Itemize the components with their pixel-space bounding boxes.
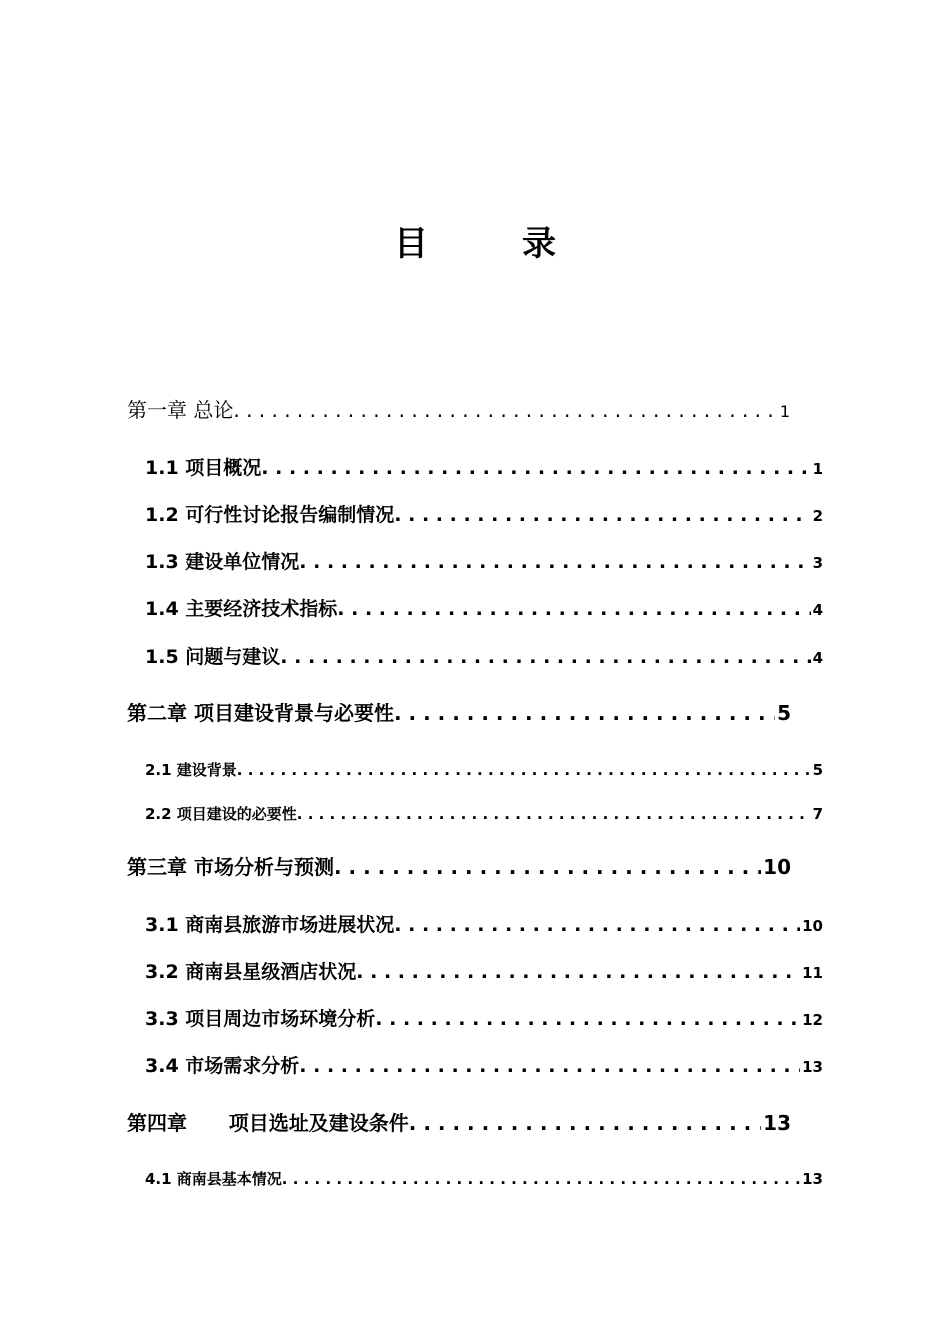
toc-entry-page: 1 [779, 402, 790, 421]
toc-entry-label: 第二章 项目建设背景与必要性 [127, 701, 394, 725]
toc-entry-section-3-2[interactable] [145, 958, 823, 987]
toc-leader-dots [297, 800, 811, 828]
toc-entry-label: 2.2 项目建设的必要性 [145, 805, 297, 823]
toc-leader-dots [334, 853, 761, 881]
toc-entry-page: 7 [812, 805, 823, 823]
toc-entry-section-1-1[interactable] [145, 454, 823, 483]
toc-leader-dots [299, 1052, 800, 1080]
toc-entry-label: 1.5 问题与建议 [145, 646, 281, 668]
toc-entry-page: 10 [802, 917, 823, 935]
toc-entry-page: 12 [802, 1011, 823, 1029]
toc-entry-page: 4 [812, 649, 823, 667]
toc-leader-dots [299, 548, 810, 576]
toc-leader-dots [337, 595, 810, 623]
toc-leader-dots [233, 396, 777, 424]
toc-entry-chapter-2[interactable] [127, 699, 791, 727]
toc-entry-section-2-2[interactable] [145, 800, 823, 828]
toc-entry-section-1-5[interactable] [145, 643, 823, 672]
toc-leader-dots [356, 958, 800, 986]
toc-entry-label: 第三章 市场分析与预测 [127, 855, 334, 879]
toc-leader-dots [394, 699, 775, 727]
toc-entry-page: 13 [802, 1058, 823, 1076]
toc-entry-chapter-4[interactable] [127, 1109, 791, 1137]
toc-entry-page: 5 [777, 701, 791, 725]
toc-leader-dots [409, 1109, 761, 1137]
toc-entry-page: 5 [812, 761, 823, 779]
toc-entry-section-3-1[interactable] [145, 911, 823, 940]
toc-entry-page: 13 [802, 1170, 823, 1188]
toc-entry-section-2-1[interactable] [145, 756, 823, 784]
toc-entry-page: 3 [812, 554, 823, 572]
toc-leader-dots [394, 501, 810, 529]
toc-entry-label: 1.3 建设单位情况 [145, 551, 300, 573]
toc-entry-chapter-1[interactable] [127, 396, 790, 426]
toc-entry-section-3-3[interactable] [145, 1005, 823, 1034]
toc-leader-dots [261, 454, 810, 482]
toc-entry-section-1-4[interactable] [145, 595, 823, 624]
toc-entry-label: 1.1 项目概况 [145, 457, 262, 479]
toc-entry-section-4-1[interactable] [145, 1165, 823, 1193]
toc-entry-label: 1.4 主要经济技术指标 [145, 598, 338, 620]
toc-entry-page: 4 [812, 601, 823, 619]
toc-entry-label: 第四章 项目选址及建设条件 [127, 1111, 409, 1135]
toc-leader-dots [375, 1005, 800, 1033]
toc-entry-label: 2.1 建设背景 [145, 761, 237, 779]
toc-entry-section-1-2[interactable] [145, 501, 823, 530]
toc-entry-section-1-3[interactable] [145, 548, 823, 577]
toc-entry-page: 11 [802, 964, 823, 982]
toc-leader-dots [237, 756, 811, 784]
toc-entry-label: 3.2 商南县星级酒店状况 [145, 961, 357, 983]
toc-entry-page: 1 [812, 460, 823, 478]
toc-leader-dots [282, 1165, 800, 1193]
toc-leader-dots [280, 643, 810, 671]
toc-entry-label: 4.1 商南县基本情况 [145, 1170, 282, 1188]
toc-entry-label: 3.4 市场需求分析 [145, 1055, 300, 1077]
toc-entry-page: 13 [763, 1111, 791, 1135]
toc-entry-section-3-4[interactable] [145, 1052, 823, 1081]
page-title: 目 录 [394, 224, 586, 264]
toc-entry-label: 3.3 项目周边市场环境分析 [145, 1008, 376, 1030]
toc-leader-dots [394, 911, 800, 939]
toc-entry-page: 10 [763, 855, 791, 879]
toc-entry-label: 3.1 商南县旅游市场进展状况 [145, 914, 395, 936]
toc-entry-page: 2 [812, 507, 823, 525]
toc-entry-chapter-3[interactable] [127, 853, 791, 881]
toc-entry-label: 第一章 总论 [127, 398, 234, 422]
toc-entry-label: 1.2 可行性讨论报告编制情况 [145, 504, 395, 526]
